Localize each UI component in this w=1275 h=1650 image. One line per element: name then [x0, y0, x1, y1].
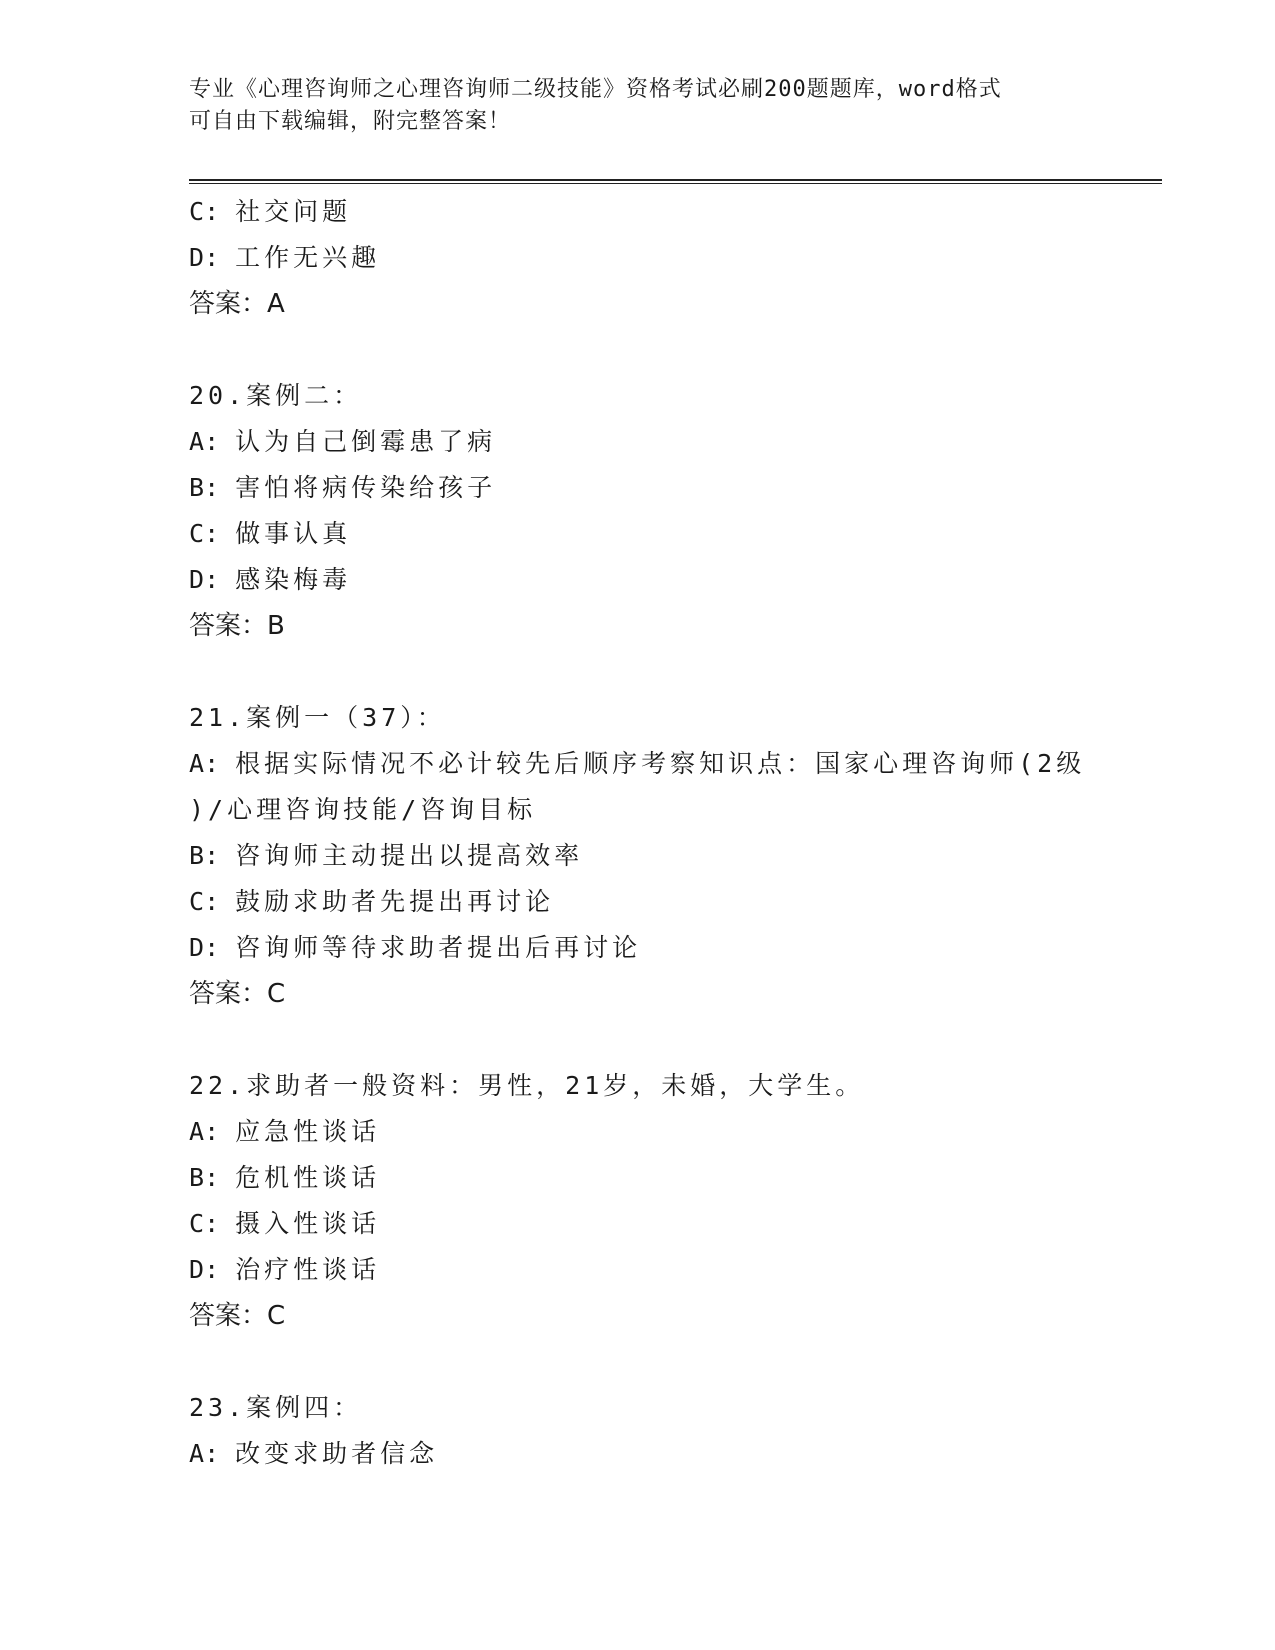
answer-line: 答案：C — [189, 979, 286, 1009]
header-divider — [189, 179, 1162, 184]
header-title-line-1: 专业《心理咨询师之心理咨询师二级技能》资格考试必刷200题题库，word格式 — [189, 77, 1002, 102]
option-d: D: 工作无兴趣 — [189, 243, 381, 272]
question-stem: 22.求助者一般资料：男性，21岁，未婚，大学生。 — [189, 1071, 865, 1100]
question-block-20 — [189, 373, 1089, 649]
option-d: D: 咨询师等待求助者提出后再讨论 — [189, 933, 642, 962]
option-c: C: 社交问题 — [189, 197, 352, 226]
option-c: C: 摄入性谈话 — [189, 1209, 381, 1238]
question-block-21 — [189, 695, 1089, 1017]
option-a: A: 改变求助者信念 — [189, 1439, 439, 1468]
question-block-19 — [189, 189, 1089, 327]
option-d: D: 感染梅毒 — [189, 565, 352, 594]
question-stem: 20.案例二： — [189, 381, 363, 410]
page-header — [189, 74, 1089, 138]
question-list — [189, 189, 1089, 1477]
answer-line: 答案：C — [189, 1301, 286, 1331]
option-a: A: 根据实际情况不必计较先后顺序考察知识点：国家心理咨询师(2级 — [189, 749, 1086, 778]
option-c: C: 鼓励求助者先提出再讨论 — [189, 887, 555, 916]
question-stem: 23.案例四： — [189, 1393, 363, 1422]
option-b: B: 咨询师主动提出以提高效率 — [189, 841, 584, 870]
option-a-continuation: )/心理咨询技能/咨询目标 — [189, 795, 537, 824]
header-title-line-2: 可自由下载编辑，附完整答案！ — [189, 109, 512, 134]
option-a: A: 认为自己倒霉患了病 — [189, 427, 497, 456]
option-d: D: 治疗性谈话 — [189, 1255, 381, 1284]
question-block-23 — [189, 1385, 1089, 1477]
answer-line: 答案：B — [189, 611, 285, 641]
option-b: B: 害怕将病传染给孩子 — [189, 473, 497, 502]
option-c: C: 做事认真 — [189, 519, 352, 548]
question-block-22 — [189, 1063, 1089, 1339]
option-a: A: 应急性谈话 — [189, 1117, 381, 1146]
option-b: B: 危机性谈话 — [189, 1163, 381, 1192]
answer-line: 答案：A — [189, 289, 285, 319]
question-stem: 21.案例一（37）： — [189, 703, 446, 732]
